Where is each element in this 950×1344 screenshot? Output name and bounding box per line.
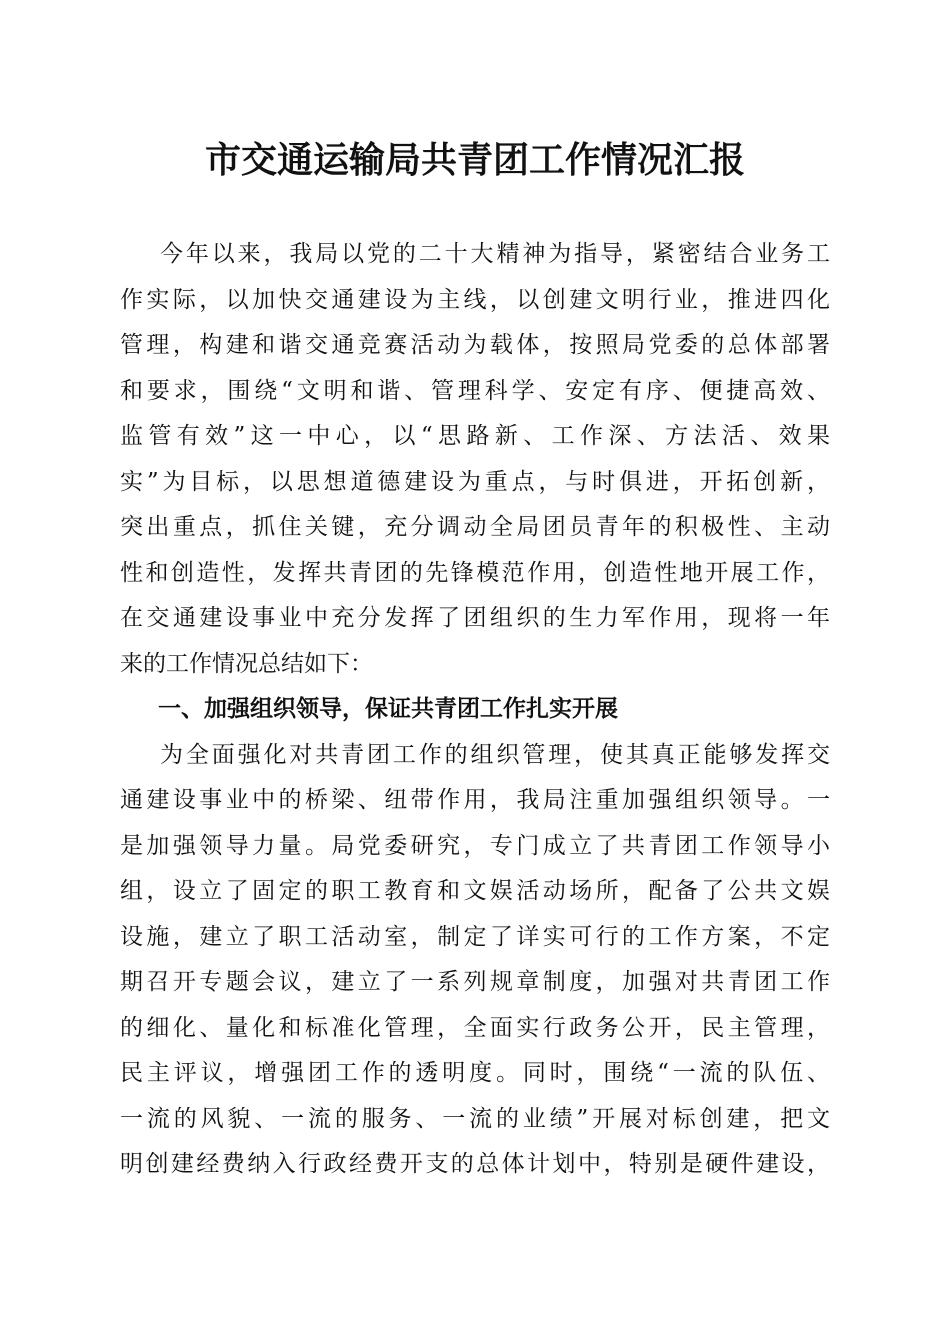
paragraph-1-line: 在交通建设事业中充分发挥了团组织的生力军作用，现将一年 — [120, 605, 830, 631]
paragraph-2-line: 一流的风貌、一流的服务、一流的业绩”开展对标创建，把文 — [120, 1105, 830, 1132]
paragraph-1-line: 管理，构建和谐交通竞赛活动为载体，按照局党委的总体部署 — [120, 332, 830, 358]
paragraph-1-line: 性和创造性，发挥共青团的先锋模范作用，创造性地开展工作， — [120, 559, 830, 586]
paragraph-2-line: 的细化、量化和标准化管理，全面实行政务公开，民主管理， — [120, 1014, 830, 1041]
paragraph-2-line: 设施，建立了职工活动室，制定了详实可行的工作方案，不定 — [120, 923, 830, 950]
section-1-heading: 一、加强组织领导，保证共青团工作扎实开展 — [158, 696, 618, 722]
document-body — [120, 232, 830, 1188]
paragraph-2-line: 明创建经费纳入行政经费开支的总体计划中，特别是硬件建设， — [120, 1151, 830, 1177]
paragraph-1-line: 作实际，以加快交通建设为主线，以创建文明行业，推进四化 — [120, 286, 830, 313]
paragraph-1-line: 突出重点，抓住关键，充分调动全局团员青年的积极性、主动 — [120, 514, 830, 540]
paragraph-2-line: 期召开专题会议，建立了一系列规章制度，加强对共青团工作 — [120, 969, 830, 995]
paragraph-1-line: 和要求，围绕“文明和谐、管理科学、安定有序、便捷高效、 — [120, 377, 830, 404]
document-title: 市交通运输局共青团工作情况汇报 — [204, 139, 745, 181]
paragraph-1-line: 监管有效”这一中心，以“思路新、工作深、方法活、效果 — [120, 423, 830, 449]
paragraph-2-line: 为全面强化对共青团工作的组织管理，使其真正能够发挥交 — [160, 741, 830, 768]
paragraph-2-line: 民主评议，增强团工作的透明度。同时，围绕“一流的队伍、 — [120, 1060, 830, 1086]
paragraph-2-line: 是加强领导力量。局党委研究，专门成立了共青团工作领导小 — [120, 832, 830, 859]
paragraph-2-line: 组，设立了固定的职工教育和文娱活动场所，配备了公共文娱 — [120, 878, 830, 904]
paragraph-1-line: 实”为目标，以思想道德建设为重点，与时俱进，开拓创新， — [120, 468, 830, 495]
paragraph-1-line: 今年以来，我局以党的二十大精神为指导，紧密结合业务工 — [160, 241, 830, 267]
paragraph-2-line: 通建设事业中的桥梁、纽带作用，我局注重加强组织领导。一 — [120, 787, 830, 813]
paragraph-1-line: 来的工作情况总结如下： — [120, 650, 373, 677]
